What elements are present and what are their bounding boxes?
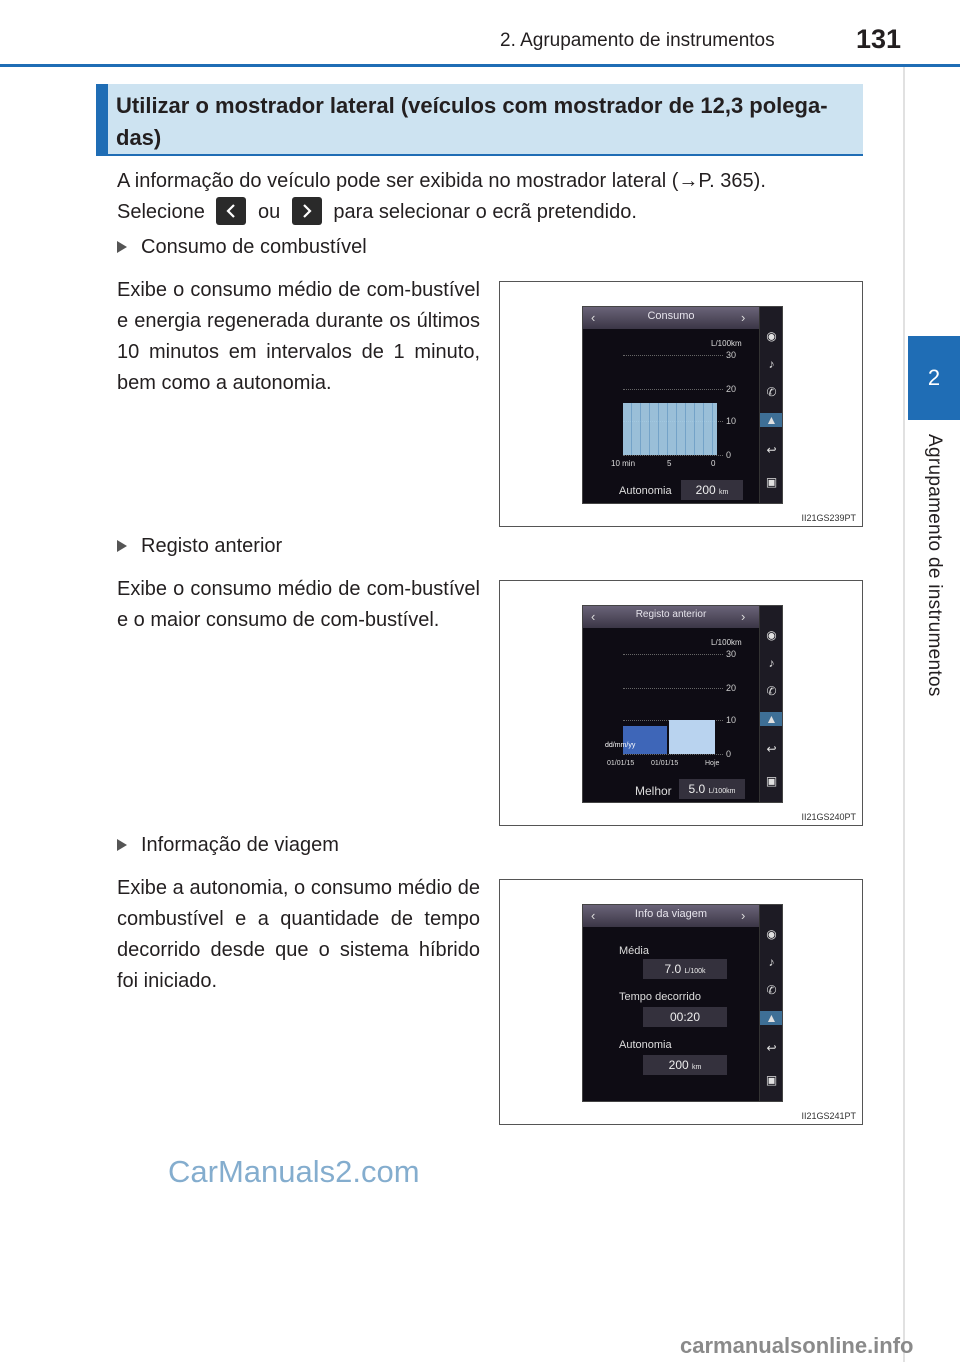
chapter-number: 2 [927, 365, 941, 390]
footer-unit: km [719, 489, 729, 496]
x-label: Hoje [705, 760, 720, 767]
time-label: Tempo decorrido [619, 991, 701, 1003]
item-body: Exibe o consumo médio de com-bustível e energia regenerada durante os últimos 10 minutos em intervalos de 1 minuto, bem como a autonomia. [117, 279, 480, 394]
section-heading-box [96, 84, 863, 156]
screen-title-bar [583, 606, 761, 628]
item-body: Exibe a autonomia, o consumo médio de combustível e a quantidade de tempo decorrido desde que o sistema híbrido foi iniciado. [117, 877, 480, 992]
x-label: 01/01/15 [651, 760, 679, 767]
footer-unit: L/100km [708, 788, 736, 795]
energy-icon: ↩ [766, 1041, 777, 1055]
item-heading-text: Registo anterior [141, 535, 283, 557]
chapter-label: Agrupamento de instrumentos [924, 434, 945, 697]
item-body: Exibe o consumo médio de com-bustível e o maior consumo de com-bustível. [117, 578, 480, 631]
section-title: Utilizar o mostrador lateral (veículos com mostrador de 12,3 polega-das) [116, 93, 828, 150]
audio-icon: ♪ [768, 955, 775, 969]
range-label: Autonomia [619, 1039, 672, 1051]
figure-viagem [499, 879, 863, 1125]
display-icon: ▣ [765, 475, 778, 489]
x-label: 0 [711, 459, 716, 468]
intro-select-line [117, 197, 837, 228]
tick-label: 20 [726, 384, 737, 394]
intro-line: A informação do veículo pode ser exibida no mostrador lateral (→P. 365). [117, 170, 766, 192]
media-unit: L/100k [684, 968, 706, 975]
screen-title: Consumo [647, 310, 695, 322]
x-label: 01/01/15 [607, 760, 635, 767]
display-screen [582, 605, 783, 803]
screen-title-bar [583, 307, 761, 329]
screen-title-bar [583, 905, 761, 927]
footer-value-text: 200 [695, 483, 716, 497]
chevron-right-icon: › [741, 609, 746, 624]
phone-icon: ✆ [766, 684, 777, 698]
tick-label: 30 [726, 649, 737, 659]
bullet-triangle-icon [117, 839, 127, 851]
navigation-icon: ◉ [766, 329, 777, 343]
figure-code: II21GS240PT [801, 812, 856, 822]
bullet-triangle-icon [117, 241, 127, 253]
tick-label: 10 [726, 416, 737, 426]
energy-icon: ↩ [766, 742, 777, 756]
bar-label: dd/mm/yy [605, 742, 636, 749]
tick-label: 0 [726, 749, 732, 759]
footer-label: Autonomia [619, 485, 672, 497]
audio-icon: ♪ [768, 357, 775, 371]
audio-icon: ♪ [768, 656, 775, 670]
select-prefix: Selecione [117, 201, 205, 223]
tick-label: 30 [726, 350, 737, 360]
footer-value [681, 480, 743, 500]
carmanuals-watermark[interactable]: CarManuals2.com [168, 1154, 420, 1189]
media-value [643, 959, 727, 979]
energy-icon: ↩ [766, 443, 777, 457]
figure-consumo [499, 281, 863, 527]
range-unit: km [692, 1064, 702, 1071]
consumption-bars [623, 403, 717, 455]
display-icon: ▣ [765, 1073, 778, 1087]
phone-icon: ✆ [766, 983, 777, 997]
figure-code: II21GS241PT [801, 1111, 856, 1121]
range-value-text: 200 [668, 1058, 689, 1072]
screen-side-menu [759, 905, 782, 1102]
average-bar [623, 726, 667, 754]
time-value: 00:20 [643, 1007, 727, 1027]
vehicle-info-icon: ▲ [760, 712, 783, 726]
screen-side-menu [759, 606, 782, 803]
item-heading [117, 834, 339, 857]
header-rule [0, 64, 960, 67]
display-screen [582, 904, 783, 1102]
chevron-right-icon: › [741, 310, 746, 325]
unit-label: L/100km [711, 339, 742, 348]
display-icon: ▣ [765, 774, 778, 788]
chevron-right-icon: › [741, 908, 746, 923]
next-button-icon [292, 197, 322, 225]
x-label: 10 min [611, 459, 636, 468]
navigation-icon: ◉ [766, 628, 777, 642]
select-or: ou [257, 201, 281, 223]
select-suffix: para selecionar o ecrã pretendido. [333, 201, 637, 223]
running-header-title: 2. Agrupamento de instrumentos [500, 30, 775, 51]
vehicle-info-icon: ▲ [760, 413, 783, 427]
chevron-left-icon: ‹ [591, 908, 596, 923]
chevron-left-icon: ‹ [591, 310, 596, 325]
footer-value-text: 5.0 [688, 782, 706, 796]
best-bar [669, 720, 715, 754]
item-heading [117, 236, 367, 259]
footer-watermark[interactable]: carmanualsonline.info [680, 1333, 914, 1358]
page-number: 131 [856, 24, 902, 54]
item-heading-text: Consumo de combustível [141, 236, 367, 258]
figure-code: II21GS239PT [801, 513, 856, 523]
vehicle-info-icon: ▲ [760, 1011, 783, 1025]
screen-title: Info da viagem [634, 908, 708, 920]
unit-label: L/100km [711, 638, 742, 647]
chevron-left-icon: ‹ [591, 609, 596, 624]
x-label: 5 [667, 459, 672, 468]
media-value-text: 7.0 [664, 962, 682, 976]
chapter-tab [908, 336, 960, 420]
screen-side-menu [759, 307, 782, 504]
navigation-icon: ◉ [766, 927, 777, 941]
range-value [643, 1055, 727, 1075]
tick-label: 20 [726, 683, 737, 693]
media-label: Média [619, 945, 649, 957]
tick-label: 0 [726, 450, 732, 460]
display-screen [582, 306, 783, 504]
bullet-triangle-icon [117, 540, 127, 552]
previous-button-icon [216, 197, 246, 225]
side-divider [903, 67, 905, 1362]
screen-title: Registo anterior [635, 609, 707, 620]
figure-registo [499, 580, 863, 826]
tick-label: 10 [726, 715, 737, 725]
footer-value [679, 779, 745, 799]
item-heading-text: Informação de viagem [141, 834, 339, 856]
footer-label: Melhor [635, 784, 672, 798]
item-heading [117, 535, 282, 558]
phone-icon: ✆ [766, 385, 777, 399]
